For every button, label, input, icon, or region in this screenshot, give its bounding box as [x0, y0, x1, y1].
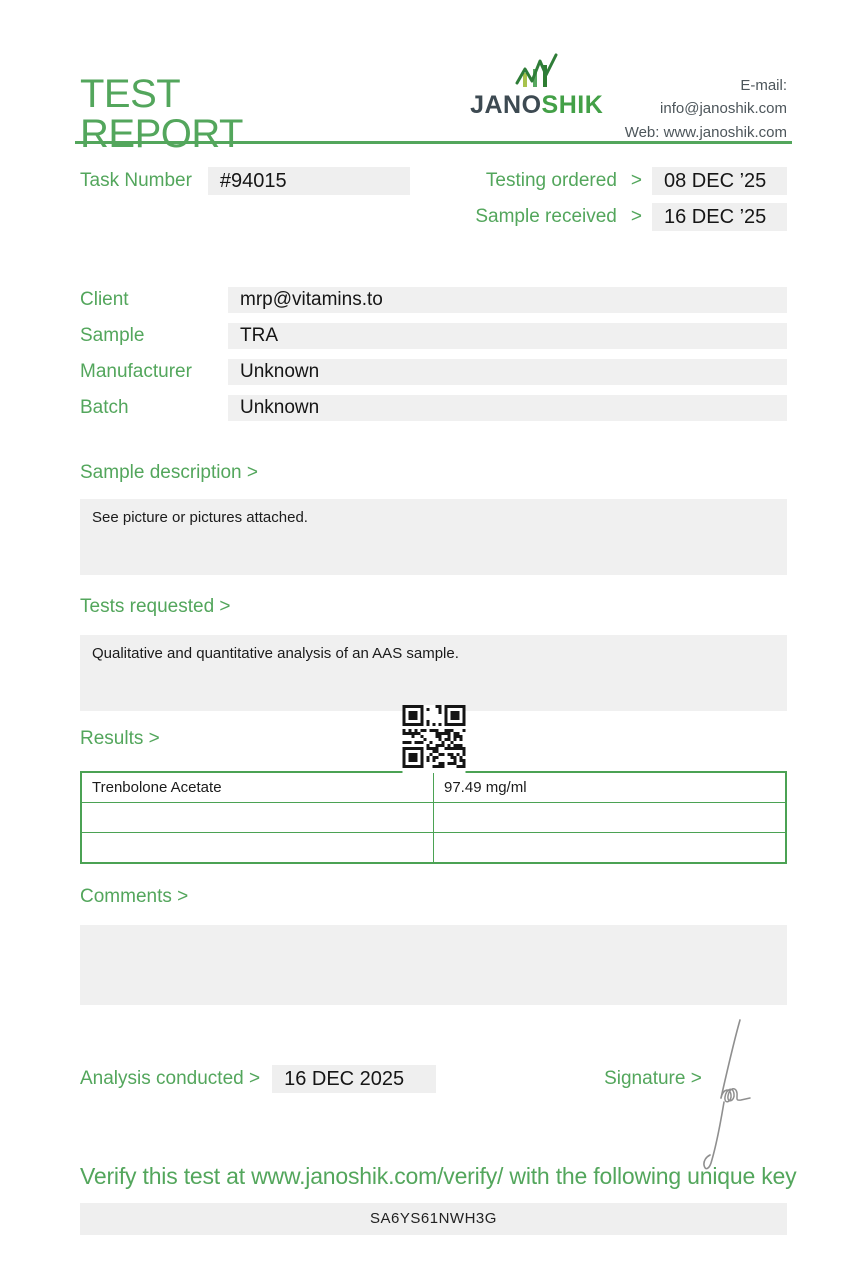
client-value: mrp@vitamins.to — [228, 287, 787, 313]
result-substance — [81, 833, 434, 864]
tests-requested-box: Qualitative and quantitative analysis of an AAS sample. — [80, 635, 787, 711]
sample-value: TRA — [228, 323, 787, 349]
page-title: TEST REPORT — [80, 72, 243, 156]
contact-info — [611, 74, 787, 144]
batch-row — [80, 395, 787, 421]
chevron-right-glyph: > — [630, 206, 642, 227]
verify-instruction: Verify this test at www.janoshik.com/verify/ with the following unique key — [80, 1163, 797, 1189]
contact-email: E-mail: info@janoshik.com — [660, 77, 787, 118]
table-row — [81, 772, 786, 803]
result-concentration — [434, 833, 787, 864]
qr-code — [402, 705, 465, 773]
result-substance — [81, 803, 434, 833]
result-concentration: 97.49 mg/ml — [434, 772, 787, 803]
manufacturer-value: Unknown — [228, 359, 787, 385]
meta-section — [80, 167, 787, 239]
results-section — [80, 729, 787, 864]
sample-received-label: Sample received — [475, 206, 617, 227]
task-number-value: #94015 — [208, 167, 410, 195]
testing-ordered-value: 08 DEC ’25 — [652, 167, 787, 195]
testing-ordered-label: Testing ordered — [485, 170, 617, 191]
batch-label: Batch — [80, 397, 129, 418]
signature-handwriting — [688, 1012, 773, 1174]
sample-description-box: See picture or pictures attached. — [80, 499, 787, 575]
unique-key-value: SA6YS61NWH3G — [80, 1203, 787, 1235]
task-number-row — [80, 167, 410, 239]
batch-value: Unknown — [228, 395, 787, 421]
analysis-conducted-label: Analysis conducted > — [80, 1068, 261, 1089]
contact-web: Web: www.janoshik.com — [624, 123, 787, 141]
table-row — [81, 803, 786, 833]
chart-growth-icon — [511, 52, 563, 92]
logo-wordmark: JANOSHIK — [470, 91, 604, 119]
janoshik-logo — [462, 52, 611, 118]
result-substance: Trenbolone Acetate — [81, 772, 434, 803]
tests-requested-heading: Tests requested > — [80, 596, 231, 617]
report-header — [80, 0, 787, 156]
dates-block — [475, 167, 787, 239]
manufacturer-label: Manufacturer — [80, 361, 192, 382]
sample-label: Sample — [80, 325, 145, 346]
sample-received-row — [475, 203, 787, 231]
client-label: Client — [80, 289, 129, 310]
task-number-label: Task Number — [80, 170, 192, 191]
sample-info-section — [80, 287, 787, 421]
result-concentration — [434, 803, 787, 833]
sample-row — [80, 323, 787, 349]
table-row — [81, 833, 786, 864]
sample-received-value: 16 DEC ’25 — [652, 203, 787, 231]
results-table — [80, 771, 787, 864]
comments-heading: Comments > — [80, 886, 189, 907]
signature-label: Signature > — [604, 1068, 702, 1089]
testing-ordered-row — [475, 167, 787, 195]
analysis-date-value: 16 DEC 2025 — [272, 1065, 436, 1093]
results-heading: Results > — [80, 728, 160, 749]
comments-box — [80, 925, 787, 1005]
sample-description-heading: Sample description > — [80, 462, 258, 483]
chevron-right-glyph: > — [630, 170, 642, 191]
footer-row — [80, 1065, 787, 1093]
manufacturer-row — [80, 359, 787, 385]
client-row — [80, 287, 787, 313]
